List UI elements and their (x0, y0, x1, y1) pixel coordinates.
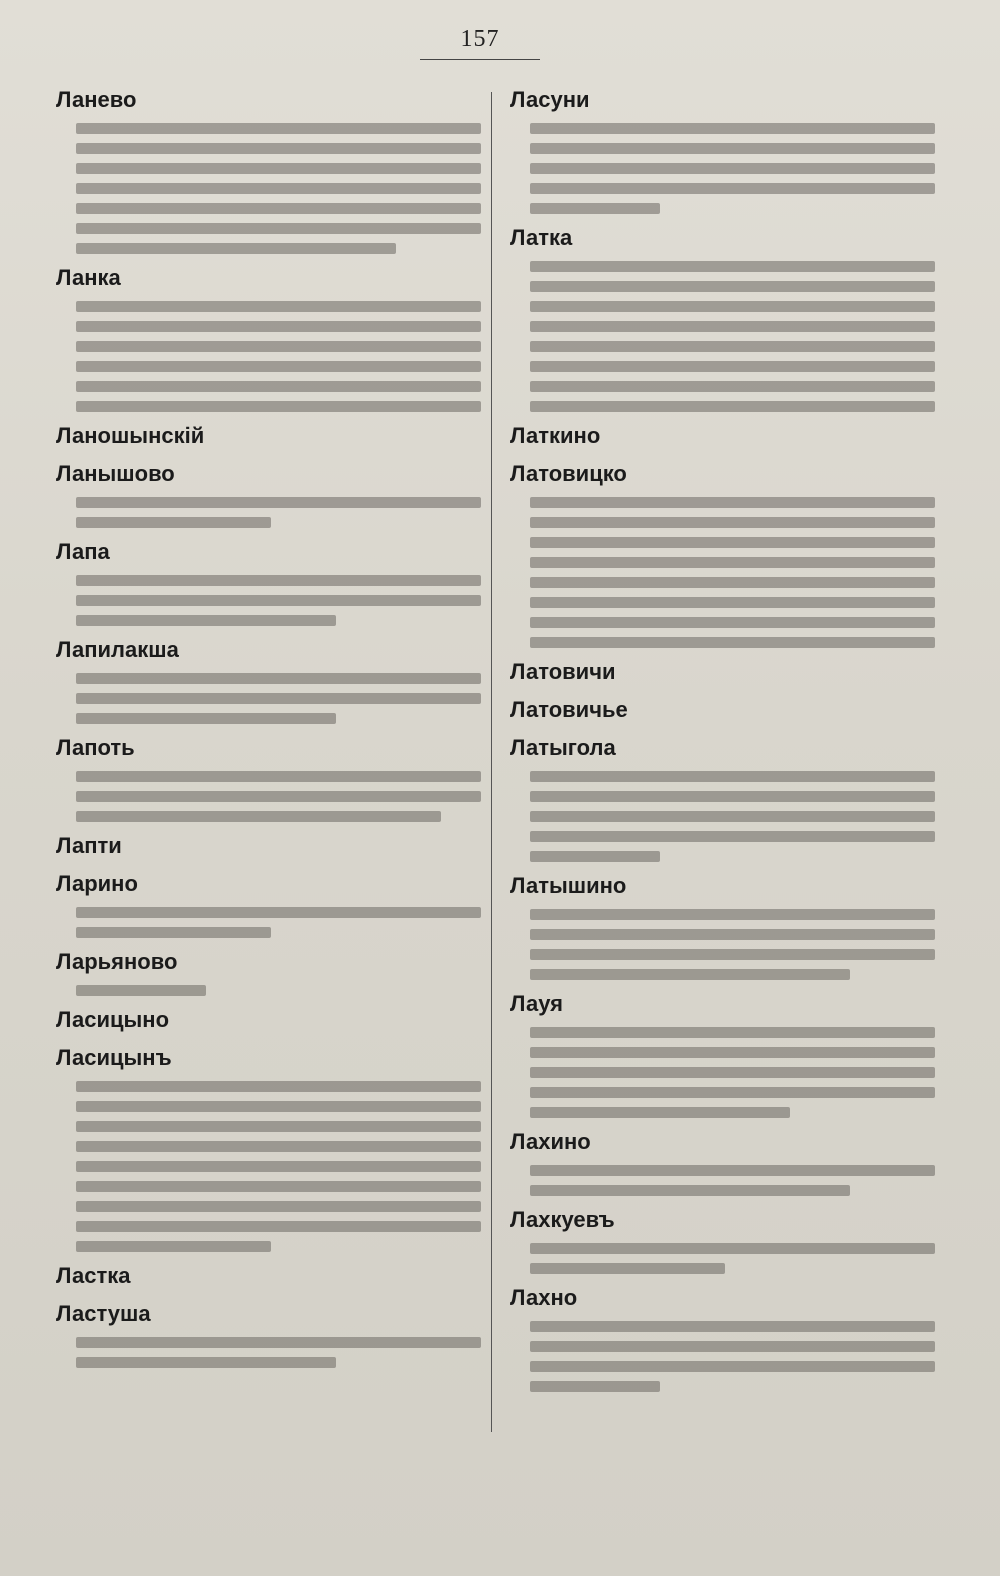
text-line (76, 1101, 481, 1112)
text-line (76, 401, 481, 412)
text-line (76, 1241, 271, 1252)
text-line (76, 907, 481, 918)
text-line (530, 597, 935, 608)
text-line (76, 1181, 481, 1192)
text-line (76, 693, 481, 704)
text-line (76, 123, 481, 134)
dictionary-entry (56, 636, 486, 724)
text-line (530, 537, 935, 548)
text-line (530, 1341, 935, 1352)
text-line (76, 381, 481, 392)
text-line (530, 1047, 935, 1058)
entry-headword: Латкино (510, 423, 601, 448)
text-line (76, 811, 441, 822)
right-column (510, 86, 940, 1402)
text-line (76, 223, 481, 234)
text-line (76, 615, 336, 626)
entry-headword: Лапа (56, 539, 110, 564)
dictionary-entry (56, 86, 486, 254)
dictionary-entry (510, 1284, 940, 1392)
entry-headword: Ластуша (56, 1301, 151, 1326)
column-divider (491, 92, 492, 1432)
dictionary-entry (56, 734, 486, 822)
entry-headword: Ланошынскій (56, 423, 205, 448)
dictionary-entry (510, 1206, 940, 1274)
page-number: 157 (460, 26, 500, 52)
text-line (530, 341, 935, 352)
header-rule (420, 59, 540, 60)
text-line (530, 771, 935, 782)
text-line (76, 321, 481, 332)
dictionary-entry (56, 1006, 486, 1034)
text-line (76, 341, 481, 352)
entry-headword: Ластка (56, 1263, 131, 1288)
entry-headword: Латышино (510, 873, 627, 898)
dictionary-entry (510, 224, 940, 412)
entry-headword: Лапоть (56, 735, 135, 760)
dictionary-entry (510, 872, 940, 980)
text-line (530, 163, 935, 174)
text-line (76, 1221, 481, 1232)
dictionary-entry (510, 460, 940, 648)
dictionary-entry (56, 538, 486, 626)
text-line (76, 517, 271, 528)
text-line (76, 1337, 481, 1348)
text-line (76, 771, 481, 782)
dictionary-entry (56, 1262, 486, 1290)
text-line (530, 969, 850, 980)
text-line (76, 203, 481, 214)
entry-headword: Лапилакша (56, 637, 179, 662)
text-line (530, 1243, 935, 1254)
text-line (530, 811, 935, 822)
text-line (530, 1087, 935, 1098)
text-line (76, 1201, 481, 1212)
text-line (76, 713, 336, 724)
entry-headword: Лахкуевъ (510, 1207, 615, 1232)
text-line (530, 321, 935, 332)
text-line (76, 673, 481, 684)
text-line (530, 1027, 935, 1038)
entry-headword: Латовицко (510, 461, 627, 486)
dictionary-entry (510, 86, 940, 214)
text-line (76, 927, 271, 938)
text-line (530, 401, 935, 412)
dictionary-entry (56, 422, 486, 450)
text-line (530, 381, 935, 392)
text-line (530, 929, 935, 940)
text-line (76, 595, 481, 606)
entry-headword: Ласицыно (56, 1007, 170, 1032)
page-header (420, 26, 540, 60)
text-line (530, 1361, 935, 1372)
text-line (530, 361, 935, 372)
text-line (530, 261, 935, 272)
entry-headword: Лахино (510, 1129, 591, 1154)
text-line (76, 1121, 481, 1132)
text-line (530, 1107, 790, 1118)
text-line (530, 851, 660, 862)
dictionary-entry (510, 734, 940, 862)
entry-headword: Ларьяново (56, 949, 178, 974)
dictionary-entry (510, 422, 940, 450)
entry-headword: Лауя (510, 991, 564, 1016)
text-line (530, 1185, 850, 1196)
text-line (530, 497, 935, 508)
text-line (530, 301, 935, 312)
text-line (530, 281, 935, 292)
text-line (76, 1141, 481, 1152)
text-line (76, 1081, 481, 1092)
entry-headword: Ланево (56, 87, 137, 112)
text-line (530, 909, 935, 920)
dictionary-entry (56, 1300, 486, 1368)
dictionary-entry (56, 832, 486, 860)
text-line (76, 301, 481, 312)
dictionary-entry (510, 696, 940, 724)
text-line (530, 637, 935, 648)
text-line (76, 985, 206, 996)
text-line (530, 791, 935, 802)
text-line (530, 203, 660, 214)
entry-headword: Ласицынъ (56, 1045, 172, 1070)
dictionary-entry (510, 1128, 940, 1196)
text-line (76, 361, 481, 372)
text-line (530, 143, 935, 154)
entry-headword: Латовичи (510, 659, 616, 684)
text-line (76, 575, 481, 586)
entry-headword: Ласуни (510, 87, 590, 112)
dictionary-entry (510, 658, 940, 686)
entry-headword: Ланка (56, 265, 121, 290)
entry-headword: Ланышово (56, 461, 175, 486)
text-line (530, 1321, 935, 1332)
text-line (76, 243, 396, 254)
text-line (530, 557, 935, 568)
text-line (76, 163, 481, 174)
text-line (76, 1357, 336, 1368)
text-line (530, 1381, 660, 1392)
text-line (530, 617, 935, 628)
entry-headword: Латыгола (510, 735, 616, 760)
entry-headword: Латка (510, 225, 573, 250)
text-line (530, 183, 935, 194)
entry-headword: Ларино (56, 871, 138, 896)
text-line (76, 791, 481, 802)
entry-headword: Лахно (510, 1285, 578, 1310)
text-line (530, 831, 935, 842)
dictionary-entry (56, 948, 486, 996)
text-line (76, 1161, 481, 1172)
text-line (530, 949, 935, 960)
left-column (56, 86, 486, 1378)
text-line (530, 517, 935, 528)
text-line (530, 1067, 935, 1078)
text-line (530, 577, 935, 588)
dictionary-entry (56, 264, 486, 412)
dictionary-entry (510, 990, 940, 1118)
entry-headword: Латовичье (510, 697, 628, 722)
text-line (76, 143, 481, 154)
text-line (530, 123, 935, 134)
entry-headword: Лапти (56, 833, 122, 858)
dictionary-entry (56, 870, 486, 938)
text-line (76, 497, 481, 508)
dictionary-entry (56, 460, 486, 528)
text-line (530, 1165, 935, 1176)
text-line (530, 1263, 725, 1274)
text-line (76, 183, 481, 194)
dictionary-entry (56, 1044, 486, 1252)
